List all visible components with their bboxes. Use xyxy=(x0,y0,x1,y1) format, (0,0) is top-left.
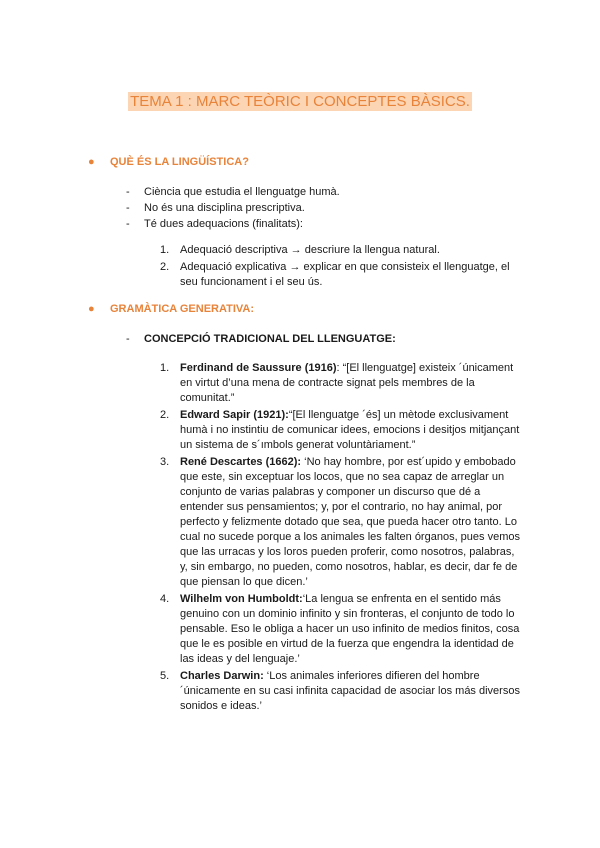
quote-item: 4. Wilhelm von Humboldt:‘La lengua se enfrenta en el sentido más genuino con un dominio infinito y sin fronteras, el conjunto de todo lo pensable. Eso le obliga a hacer un uso infinito de medios finitos, cosa que le es posible en virtud de la fuerza que engendra la identidad de las ideas y del lenguaje.’ xyxy=(160,593,520,665)
quote-item: 2. Edward Sapir (1921):“[El llenguatge ´és] un mètode exclusivament humà i no instintiu de comunicar idees, emocions i desitjos mitjançant un sistema de s´ımbols generat voluntàriament.” xyxy=(160,409,520,451)
list-item: 1. Adequació descriptiva → descriure la llengua natural. xyxy=(160,244,440,256)
quote-item: 5. Charles Darwin: ‘Los animales inferiores difieren del hombre ´únicamente en su casi infinita capacidad de asociar los más diversos sonidos e ideas.’ xyxy=(160,670,520,712)
quote-author: Ferdinand de Saussure (1916) xyxy=(180,362,337,374)
quote-item: 3. René Descartes (1662): ‘No hay hombre, por est´upido y embobado que este, sin exceptuar los locos, que no sea capaz de arreglar un conjunto de varias palabras y componer un discurso que dé a entender sus pensamientos; y, por el contrario, no hay animal, por perfecto y felizmente dotado que sea, que pueda hacer otro tanto. Lo cual no sucede porque a los animales les falten órganos, pues vemos que las urracas y los loros pueden proferir, como nosotros, palabras, y, sin embargo, no pueden, como nosotros, hablar, es decir, dar fe de que piensan lo que dicen.’ xyxy=(160,456,520,588)
quote-author: Charles Darwin: xyxy=(180,670,264,682)
quote-item: 1. Ferdinand de Saussure (1916): “[El llenguatge] existeix ´únicament en virtut d’una mena de contracte signat pels membres de la comunitat.” xyxy=(160,362,514,404)
quote-text: ‘No hay hombre, por est´upido y embobado que este, sin exceptuar los locos, que no sea capaz de arreglar un conjunto de varias palabras y componer un discurso que dé a entender sus pensamientos; y, por el contrario, no hay animal, por perfecto y felizmente dotado que sea, que pueda hacer otro tanto. Lo cual no sucede porque a los animales les falten órganos, pues vemos que las urracas y los loros pueden proferir, como nosotros, palabras, y, sin embargo, no pueden, como nosotros, hablar, es decir, dar fe de que piensan lo que dicen.’ xyxy=(180,456,520,588)
list-item: 2. Adequació explicativa → explicar en que consisteix el llenguatge, el seu funcionament i el seu ús. xyxy=(160,261,510,288)
quote-text: : “[El llenguatge] existeix ´únicament en virtut d’una mena de contracte signat pels membres de la comunitat.” xyxy=(180,362,514,404)
list-item: - Té dues adequacions (finalitats): xyxy=(126,218,303,230)
list-item: - Ciència que estudia el llenguatge humà. xyxy=(126,186,340,198)
section-heading: GRAMÀTICA GENERATIVA: xyxy=(110,303,255,315)
quote-author: Wilhelm von Humboldt: xyxy=(180,593,303,605)
adequacions-list xyxy=(160,243,520,292)
quotes-list xyxy=(160,361,520,716)
linguistica-list xyxy=(126,185,340,233)
quote-text: “[El llenguatge ´és] un mètode exclusivament humà i no instintiu de comunicar idees, emocions i desitjos mitjançant un sistema de s´ımbols generat voluntàriament.” xyxy=(180,409,520,451)
quote-author: Edward Sapir (1921): xyxy=(180,409,289,421)
quote-author: René Descartes (1662): xyxy=(180,456,302,468)
page-title-text: TEMA 1 : MARC TEÒRIC I CONCEPTES BÀSICS. xyxy=(130,93,470,110)
section-heading: QUÈ ÉS LA LINGÜÍSTICA? xyxy=(110,156,249,168)
quote-text: ‘Los animales inferiores difieren del hombre ´únicamente en su casi infinita capacidad de asociar los más diversos sonidos e ideas.’ xyxy=(180,670,520,712)
bullet-icon: ● xyxy=(88,156,95,168)
quote-text: ‘La lengua se enfrenta en el sentido más genuino con un dominio infinito y sin fronteras, el conjunto de todo lo pensable. Eso le obliga a hacer un uso infinito de medios finitos, cosa que le es posible en virtud de la fuerza que engendra la identidad de las ideas y del lenguaje.’ xyxy=(180,593,520,665)
bullet-icon: ● xyxy=(88,303,95,315)
page-title xyxy=(0,92,600,112)
list-item: - No és una disciplina prescriptiva. xyxy=(126,202,305,214)
